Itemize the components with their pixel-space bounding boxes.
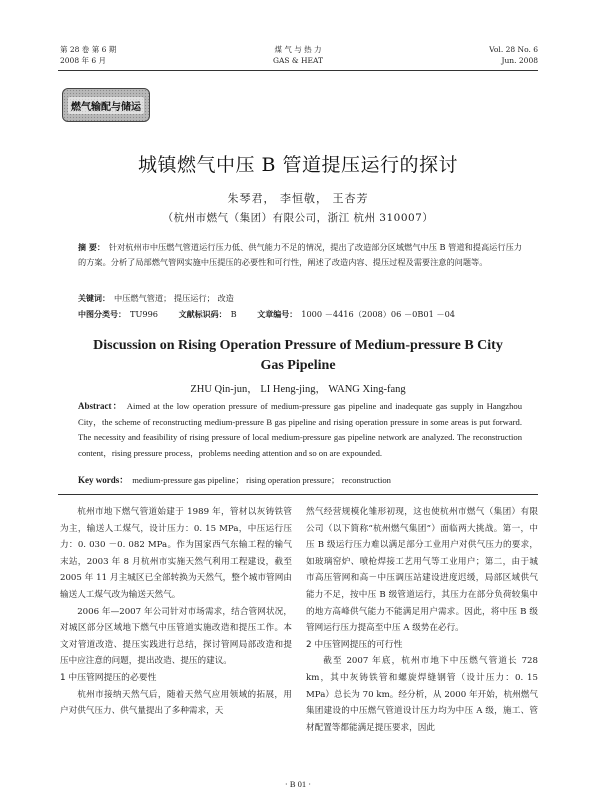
doc-value: B [230, 309, 237, 319]
abstract-cn [78, 240, 522, 270]
page-number: · B 01 · [284, 779, 312, 789]
body-paragraph: 然气经营规模化雏形初现，这也使杭州市燃气（集团）有限公司（以下简称“杭州燃气集团”）面临两大挑战。第一，中压 B 级运行压力难以满足部分工业用户对供气压力的要求，如玻璃窑炉、喷枪焊接工艺用气等工业用户；第二，由于城市高压管网和高－中压调压站建设进度迟缓，局部区域供气能力不足，按中压 B 级管道运行，其压力在部分负荷较集中的地方高峰供气能力不能满足用户需求。因此，将中压 B 级管网运行压力提高至中压 A 级势在必行。 [306, 507, 538, 634]
article-label: 文章编号： [257, 310, 298, 319]
clc-value: TU996 [130, 309, 158, 319]
body-paragraph: 杭州市接纳天然气后，随着天然气应用领域的拓展，用户对供气压力、供气量提出了多种需求，天 [60, 689, 292, 717]
keywords-cn-label: 关键词： [78, 294, 110, 303]
section-heading: 2 中压管网提压的可行性 [306, 639, 403, 650]
volume-issue: 第 28 卷 第 6 期 [60, 45, 117, 54]
abstract-en-label: Abstract： [78, 401, 123, 411]
section-tag-label: 燃气输配与储运 [68, 97, 144, 114]
issue-date: 2008 年 6 月 [60, 56, 107, 65]
abstract-en [78, 399, 522, 461]
keywords-cn [78, 291, 522, 306]
affiliation-cn: （杭州市燃气（集团）有限公司，浙江 杭州 310007） [162, 212, 434, 224]
clc-number [78, 309, 158, 319]
abstract-rule [58, 494, 538, 495]
keywords-en-text: medium-pressure gas pipeline； rising operation pressure； reconstruction [132, 475, 391, 485]
doc-label: 文献标识码： [178, 310, 227, 319]
keywords-en [78, 473, 522, 487]
body-paragraph: 杭州市地下燃气管道始建于 1989 年，管材以灰铸铁管为主，输送人工煤气，设计压力：0. 15 MPa，中压运行压力：0. 030 －0. 082 MPa。作为国家西气东输工程的输气末站，2003 年 8 月杭州市实施天然气利用工程建设，截至 2005 年 11 月主城区已全部转换为天然气，整个城市管网由输送人工煤气改为输送天然气。 [60, 507, 292, 600]
clc-label: 中图分类号： [78, 310, 126, 319]
authors-en: ZHU Qin-jun， LI Heng-jing， WANG Xing-fang [190, 384, 406, 395]
abstract-cn-label: 摘 要： [78, 243, 105, 252]
article-title-cn: 城镇燃气中压 B 管道提压运行的探讨 [137, 154, 459, 176]
journal-volume-info-en [489, 44, 538, 66]
keywords-en-label: Key words： [78, 475, 129, 485]
body-paragraph: 2006 年—2007 年公司针对市场需求，结合管网状况，对城区部分区域地下燃气中压管道实施改造和提压工作。本文对管道改造、提压实践进行总结，探讨管网局部改造和提压中应注意的问题，提出改造、提压的建议。 [60, 606, 292, 667]
section-tag [62, 88, 150, 122]
abstract-en-text: Aimed at the low operation pressure of medium-pressure gas pipeline and inadequate gas supply in Hangzhou City，the scheme of reconstructing medium-pressure B gas pipeline and rising operation pressure in some areas is put forward. The necessity and feasibility of rising pressure of local medium-pressure gas pipeline network are analyzed. The reconstruction content，rising pressure process，problems needing attention and so on are expounded. [78, 401, 522, 458]
authors-cn: 朱琴君， 李恒敬， 王杏芳 [227, 192, 369, 205]
abstract-cn-text: 针对杭州市中压燃气管道运行压力低、供气能力不足的情况，提出了改造部分区域燃气中压 B 管道和提高运行压力的方案。分析了局部燃气管网实施中压提压的必要性和可行性，阐述了改造内容、提压过程及需要注意的问题等。 [78, 242, 522, 268]
keywords-cn-text: 中压燃气管道； 提压运行； 改造 [114, 293, 234, 303]
journal-title-en: GAS & HEAT [272, 56, 323, 65]
issue-date-en: Jun. 2008 [501, 56, 538, 65]
article-title-en: Discussion on Rising Operation Pressure of Medium-pressure B City Gas Pipeline [93, 338, 503, 373]
body-column-right [306, 504, 538, 736]
header-rule [58, 70, 538, 71]
section-heading: 1 中压管网提压的必要性 [60, 672, 157, 683]
article-number [257, 309, 455, 319]
classification-cn [78, 307, 522, 322]
body-paragraph: 截至 2007 年底，杭州市地下中压燃气管道长 728 km，其中灰铸铁管和螺旋焊缝钢管（设计压力：0. 15 MPa）总长为 70 km。经分析，从 2000 年开始，杭州燃气集团建设的中压燃气管道设计压力均为中压 A 级，施工、管材配置等都能满足提压要求，因此 [306, 656, 538, 733]
body-column-left [60, 504, 292, 720]
article-value: 1000 －4416（2008）06 －0B01 －04 [301, 309, 455, 319]
volume-issue-en: Vol. 28 No. 6 [489, 45, 538, 54]
journal-title-cn: 煤 气 与 热 力 [274, 45, 322, 54]
document-code [179, 309, 237, 319]
